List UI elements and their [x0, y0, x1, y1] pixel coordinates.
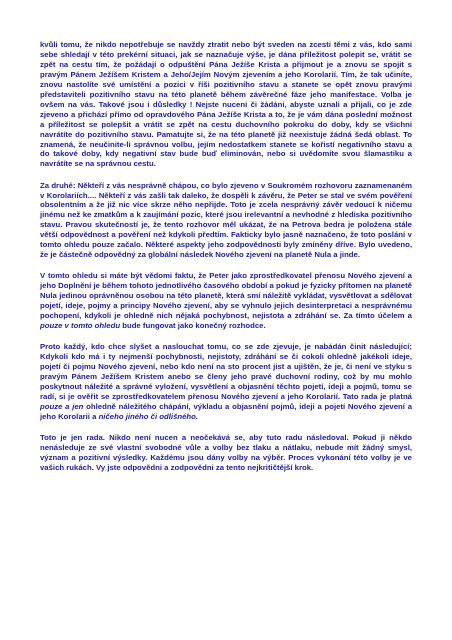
paragraph-3-text-end: bude fungovat jako konečný rozhodce. — [120, 321, 266, 331]
paragraph-4 — [40, 342, 412, 422]
paragraph-5-text: Toto je jen rada. Nikdo není nucen a neočekává se, aby tuto radu následoval. Pokud ji někdo nenásleduje ze své vlastní svobodné vůle a volby bez tlaku a nátlaku, nebude mít žádný smysl, význam a pozitivní výsledky. Každému jsou dány volby na výběr. Proces vykonání této volby je ve vašich rukách. Vy jste odpovědni a zodpovědni za tento nejkritičtější krok. — [40, 433, 412, 472]
paragraph-4-text: Proto každý, kdo chce slyšet a naslouchat tomu, co se zde zjevuje, je nabádán činit následující; Kdykoli kdo má i ty nejmenší pochybnosti, nejistoty, zdráhání se či cokoli ohledně jakékoli ideje, pojetí či pojmu Nového zjevení, nebo kdo není na sto procent jist a ujištěn, že je, či není ve styku s pravým Pánem Ježíšem Kristem anebo se členy jeho pravé duchovní rodiny, což by mu mohlo poskytnout náležité a správné vyložení, vysvětlení a objasnění těchto pojetí, ideji a pojmů, tomu se radí, si je ověřit se zprostředkovatelem přenosu Nového zjevení a jeho Korolarií. Tato rada je platná — [40, 342, 412, 402]
paragraph-2 — [40, 181, 412, 261]
paragraph-3-text: V tomto ohledu si máte být vědomi faktu, že Peter jako zprostředkovatel přenosu Nového zjevení a jeho Doplnění je během tohoto jednotlivého časového období a pokud je fyzicky přítomen na planetě Nula jedinou oprávněnou osobou na této planetě, která smí náležitě vykládat, vysvětlovat a sdělovat pojetí, ideje, pojmy a principy Nového zjevení, aby se vyhnulo jejich desinterpretaci a nesprávnému pochopení, kdykoli je ohledně nich nějaká pochybnost, nejistota a zdráhání se. Za tímto účelem a — [40, 271, 412, 321]
paragraph-4-emphasis-2: ničeho jiného či odlišného. — [98, 411, 199, 421]
paragraph-3-emphasis: pouze v tomto ohledu — [40, 321, 121, 331]
paragraph-5 — [40, 433, 412, 473]
paragraph-4-text-mid: ohledně náležitého chápání, výkladu a objasnění pojmů, ideji a pojetí Nového zjevení a jeho Korolarii a — [40, 402, 412, 421]
paragraph-1-text: kvůli tomu, že nikdo nepotřebuje se navždy ztratit nebo být sveden na zcesti těmi z vás, kdo sami sebe shledají v této prekérní situaci, jak se naznačuje výše, je dána příležitost polepit se, vrátit se zpět na cestu tím, že požádají o odpuštění Pána Ježíše Krista a přijmout je a znovu se spojit s pravým Pánem Ježíšem Kristem a Jeho/Jejím Novým zjevením a jeho Korolarií. Tím, že tak učiníte, znovu nastolíte své umístění a pozici v říši pozitivního stavu a stanete se opět znovu pravými představiteli pozitivního stavu na této planetě během závěrečné fáze jeho manifestace. Volba je ovšem na vás. Takové jsou i důsledky ! Nejste nuceni či žádáni, abyste uznali a přijali, co je zde zjeveno a přichází přímo od opravdového Pána Ježíše Krista a to, že je vám dána poslední možnost a příležitost se polepšit a vrátit se zpět na cestu duchovního pokroku do doby, kdy se všichni navrátíte do pozitivního stavu. Pamatujte si, že na této planetě již neexistuje žádná šedá oblast. To znamená, že neučinite-li správnou volbu, jejím nedostatkem stanete se kořistí negativního stavu a do takové doby, kdy negativní stav bude buď eliminován, nebo si uvědomíte svou šlamastiku a navrátíte se na správnou cestu. — [40, 40, 412, 169]
paragraph-3 — [40, 271, 412, 331]
paragraph-4-emphasis-1: pouze a jen — [40, 402, 84, 412]
paragraph-1 — [40, 40, 412, 169]
paragraph-2-text: Za druhé: Někteří z vás nesprávně chápou, co bylo zjeveno v Soukromém rozhovoru zaznamenaném v Korolariích.... Někteří z vás zašli tak daleko, že dospěli k závěru, že Peter se stal ve svém pověření obsolentním a že již nic více skrze něho nepřijde. Toto je zcela nesprávný závěr vedoucí k ničemu jinému než ke zmatkům a k zaujímání pozic, které jsou irelevantní a nevhodné z hlediska pozitivního stavu. Pravou skutečností je, že tento rozhovor měl ukázat, že na Petrova bedra je položena stále větší odpovědnost a pověření než kdykoli předtím. Fakticky bylo jasně naznačeno, že toto poslání v tomto ohledu pouze začalo. Některé aspekty jeho zodpovědnosti byly zmíněny dříve. Bylo uvedeno, že je částečně odpovědný za globální následek Nového zjevení na planetě Nula a jinde. — [40, 180, 412, 260]
